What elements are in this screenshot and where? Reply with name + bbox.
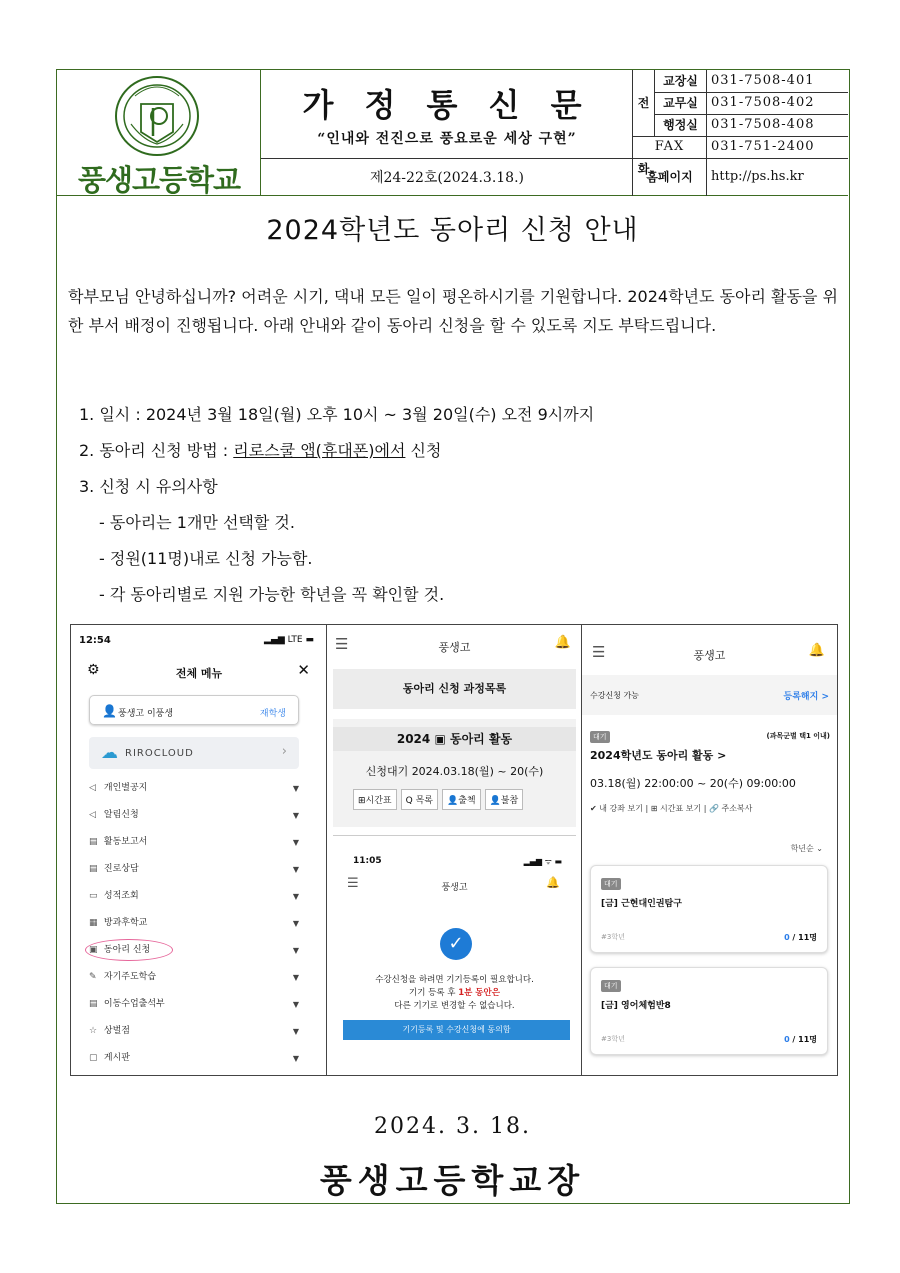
- homepage-url: http://ps.hs.kr: [711, 169, 804, 184]
- tel-label: 전화: [633, 70, 655, 136]
- letterhead: [57, 70, 848, 196]
- waiting-badge: 대기: [601, 980, 621, 992]
- menu-item[interactable]: ☆ 상벌점 ▼: [89, 1018, 299, 1045]
- fax-label: FAX: [633, 136, 707, 158]
- item-schedule: 1. 일시 : 2024년 3월 18일(월) 오후 10시 ~ 3월 20일(수) 오전 9시까지: [79, 405, 595, 424]
- unregister-link[interactable]: 등록해지 >: [783, 692, 829, 702]
- device-registration-screen: [333, 835, 576, 1071]
- letter-frame: [56, 69, 850, 1204]
- waiting-badge: 대기: [590, 731, 610, 743]
- menu-item[interactable]: ▤ 이동수업출석부 ▼: [89, 991, 299, 1018]
- chevron-down-icon: ▼: [292, 919, 299, 928]
- rirocloud-label: RIROCLOUD: [125, 748, 194, 759]
- notice-items: [79, 397, 839, 613]
- course-list-header: 동아리 신청 과정목록: [333, 669, 576, 709]
- dept-principal: 교장실: [655, 70, 707, 92]
- menu-item[interactable]: ◁ 개인별공지 ▼: [89, 775, 299, 802]
- gear-icon[interactable]: ⚙: [87, 662, 100, 678]
- user-card[interactable]: [89, 695, 299, 725]
- hamburger-icon[interactable]: ☰: [335, 635, 349, 653]
- method-underlined: 리로스쿨 앱(휴대폰)에서: [233, 441, 406, 460]
- activity-links[interactable]: ✔ 내 강좌 보기 | ⊞ 시간표 보기 | 🔗 주소복사: [590, 804, 753, 813]
- contact-table: [633, 70, 848, 196]
- club-capacity: 0 / 11명: [784, 933, 817, 942]
- chevron-right-icon: ›: [281, 744, 287, 759]
- app-title: 풍생고: [693, 649, 726, 662]
- activity-name[interactable]: 2024학년도 동아리 활동 >: [590, 749, 727, 762]
- chevron-down-icon: ▼: [292, 865, 299, 874]
- close-icon[interactable]: ✕: [297, 661, 310, 679]
- note-item: - 동아리는 1개만 선택할 것.: [99, 513, 295, 532]
- logo-cell: [57, 70, 261, 196]
- action-buttons: [353, 789, 563, 810]
- status-time: 11:05: [353, 856, 382, 866]
- activity-time: 03.18(월) 22:00:00 ~ 20(수) 09:00:00: [590, 777, 796, 790]
- screenshot-course-list: [327, 625, 582, 1075]
- app-title: 풍생고: [441, 883, 468, 893]
- dept-admin: 행정실: [655, 114, 707, 136]
- menu-item[interactable]: ▭ 성적조회 ▼: [89, 883, 299, 910]
- hamburger-icon[interactable]: ☰: [347, 876, 359, 891]
- year-activity: 2024 ▣ 동아리 활동: [333, 727, 576, 751]
- chevron-down-icon: ▼: [292, 892, 299, 901]
- selection-limit: (과목군별 택1 이내): [766, 732, 830, 740]
- user-status: 재학생: [259, 709, 286, 719]
- dept-academic: 교무실: [655, 92, 707, 114]
- agree-button[interactable]: 기기등록 및 수강신청에 동의함: [343, 1020, 570, 1040]
- intro-paragraph: 학부모님 안녕하십니까? 어려운 시기, 댁내 모든 일이 평온하시기를 기원합니다. 2024학년도 동아리 활동을 위한 부서 배정이 진행됩니다. 아래 안내와 같이 동아리 신청을 할 수 있도록 지도 부탁드립니다.: [68, 287, 838, 335]
- chevron-down-icon: ▼: [292, 784, 299, 793]
- rirocloud-button[interactable]: [89, 737, 299, 769]
- notice-title: 2024학년도 동아리 신청 안내: [266, 215, 639, 246]
- menu-item[interactable]: ▤ 진로상담 ▼: [89, 856, 299, 883]
- chevron-down-icon: ▼: [292, 1027, 299, 1036]
- screenshot-full-menu: [71, 625, 327, 1075]
- attendance-button[interactable]: 👤출첵: [442, 789, 481, 810]
- menu-list: [89, 775, 299, 1072]
- chevron-down-icon: ▼: [292, 946, 299, 955]
- item-method: 2. 동아리 신청 방법 : 리로스쿨 앱(휴대폰)에서 신청: [79, 441, 442, 460]
- user-avatar-icon: 👤: [102, 704, 117, 718]
- hamburger-icon[interactable]: ☰: [592, 643, 606, 661]
- menu-item[interactable]: ▦ 방과후학교 ▼: [89, 910, 299, 937]
- homepage-label: 홈페이지: [633, 158, 707, 196]
- chevron-down-icon: ▼: [292, 1000, 299, 1009]
- status-signal-icon: ▂▄▆ ᯤ ▬: [523, 857, 562, 866]
- menu-item[interactable]: ▢ 게시판 ▼: [89, 1045, 299, 1072]
- menu-item[interactable]: ✎ 자기주도학습 ▼: [89, 964, 299, 991]
- registration-message: 수강신청을 하려면 기기등록이 필요합니다. 기기 등록 후 1분 동안은 다른 기기로 변경할 수 없습니다.: [375, 975, 534, 1011]
- issue-number: 제24-22호(2024.3.18.): [261, 158, 633, 196]
- principal-signature: 풍생고등학교장: [319, 1161, 586, 1200]
- chevron-down-icon: ▼: [292, 1054, 299, 1063]
- bell-icon[interactable]: 🔔: [554, 635, 571, 650]
- chevron-down-icon: ▼: [292, 811, 299, 820]
- registration-available: 수강신청 가능: [590, 691, 639, 700]
- club-capacity: 0 / 11명: [784, 1035, 817, 1044]
- cloud-icon: ☁: [101, 743, 118, 763]
- club-name: [금] 근현대인권탐구: [601, 899, 682, 909]
- school-slogan: “인내와 전진으로 풍요로운 세상 구현”: [317, 131, 577, 147]
- note-item: - 정원(11명)내로 신청 가능함.: [99, 549, 313, 568]
- bell-icon[interactable]: 🔔: [546, 876, 560, 889]
- phone-principal: 031-7508-401: [711, 73, 815, 88]
- note-item: - 각 동아리별로 지원 가능한 학년을 꼭 확인할 것.: [99, 585, 445, 604]
- menu-item-club-application[interactable]: ▣ 동아리 신청 ▼: [89, 937, 299, 964]
- club-grade: #3학년: [601, 933, 625, 941]
- document-type: 가 정 통 신 문: [302, 86, 592, 124]
- screenshot-club-list: [582, 625, 837, 1075]
- sort-dropdown[interactable]: 학년순 ⌄: [790, 844, 823, 853]
- waiting-badge: 대기: [601, 878, 621, 890]
- club-card[interactable]: [590, 865, 828, 953]
- highlight-circle: [85, 939, 173, 961]
- menu-item[interactable]: ▤ 활동보고서 ▼: [89, 829, 299, 856]
- item-notes-heading: 3. 신청 시 유의사항: [79, 477, 218, 496]
- checkmark-icon: ✓: [440, 928, 472, 960]
- title-cell: [261, 70, 633, 196]
- list-button[interactable]: Q 목록: [401, 789, 438, 810]
- menu-title: 전체 메뉴: [175, 667, 223, 680]
- absence-button[interactable]: 👤불참: [485, 789, 524, 810]
- phone-admin: 031-7508-408: [711, 117, 815, 132]
- status-time: 12:54: [79, 635, 111, 646]
- timetable-button[interactable]: ⊞시간표: [353, 789, 397, 810]
- chevron-down-icon: ▼: [292, 973, 299, 982]
- school-seal-logo: [113, 74, 201, 158]
- issue-date: 2024. 3. 18.: [374, 1114, 531, 1139]
- club-name: [금] 영어체험반8: [601, 1001, 671, 1011]
- registration-bar: [582, 675, 837, 715]
- club-activity-box: [333, 719, 576, 827]
- book-icon: ▣: [434, 732, 446, 746]
- club-card[interactable]: [590, 967, 828, 1055]
- menu-item[interactable]: ◁ 알림신청 ▼: [89, 802, 299, 829]
- fax-number: 031-751-2400: [711, 139, 815, 154]
- bell-icon[interactable]: 🔔: [808, 643, 825, 658]
- user-name: 풍생고 이풍생: [118, 709, 174, 719]
- phone-academic: 031-7508-402: [711, 95, 815, 110]
- application-period: 신청대기 2024.03.18(월) ~ 20(수): [365, 765, 544, 778]
- app-title: 풍생고: [438, 641, 471, 654]
- app-screenshots: [70, 624, 838, 1076]
- chevron-down-icon: ▼: [292, 838, 299, 847]
- school-name: 풍생고등학교: [77, 163, 241, 197]
- club-grade: #3학년: [601, 1035, 625, 1043]
- status-signal: ▂▄▆ LTE ▬: [264, 635, 314, 645]
